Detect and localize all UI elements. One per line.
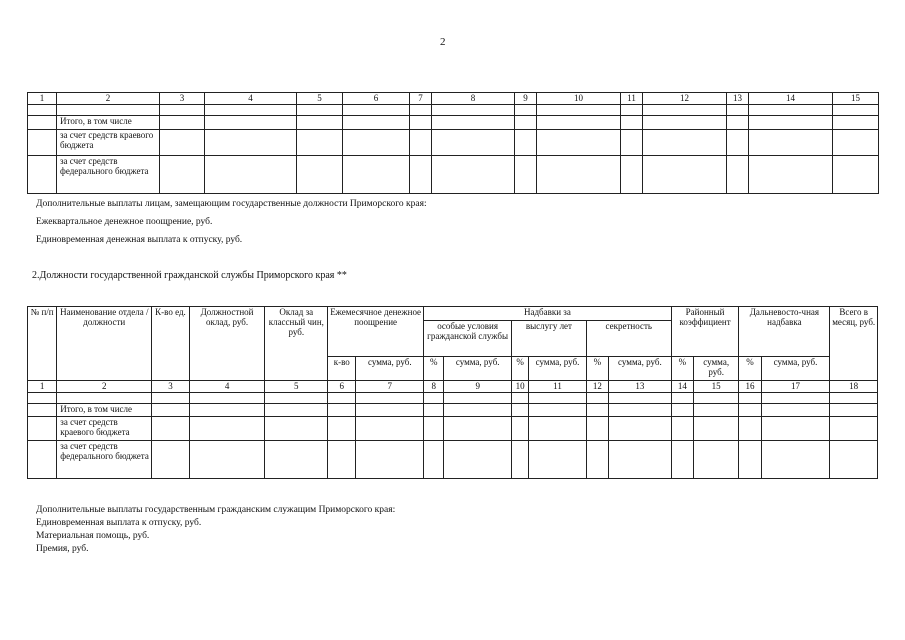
header-fareast-bonus: Дальневосто-чная надбавка xyxy=(739,307,830,357)
col-number: 14 xyxy=(749,93,833,105)
col-number: 4 xyxy=(189,381,265,393)
table-row xyxy=(28,404,878,417)
col-number: 2 xyxy=(57,381,152,393)
table-row xyxy=(28,105,879,116)
col-number: 10 xyxy=(537,93,621,105)
col-number: 6 xyxy=(343,93,410,105)
col-number: 16 xyxy=(739,381,761,393)
header-special-conditions: особые условия гражданской службы xyxy=(424,321,512,357)
col-number: 3 xyxy=(152,381,189,393)
header-regional-coef: Районный коэффициент xyxy=(671,307,739,357)
col-number: 12 xyxy=(643,93,727,105)
col-number: 11 xyxy=(621,93,643,105)
col-number: 13 xyxy=(727,93,749,105)
col-number: 1 xyxy=(28,381,57,393)
table-row xyxy=(28,116,879,130)
table-row xyxy=(28,417,878,441)
col-number: 8 xyxy=(424,381,444,393)
header-secrecy: секретность xyxy=(586,321,671,357)
header-sub-sum: сумма, руб. xyxy=(761,357,830,381)
header-sub-sum: сумма, руб. xyxy=(609,357,672,381)
col-number: 18 xyxy=(830,381,878,393)
table-state-positions xyxy=(27,92,879,194)
header-sub-pct: % xyxy=(739,357,761,381)
header-sub-sum: сумма, руб. xyxy=(693,357,738,381)
table-numbers-row xyxy=(28,381,878,393)
col-number: 14 xyxy=(671,381,693,393)
header-sub-sum: сумма, руб. xyxy=(356,357,424,381)
header-seniority: выслугу лет xyxy=(512,321,587,357)
col-number: 7 xyxy=(356,381,424,393)
header-sub-pct: % xyxy=(586,357,608,381)
header-salary: Должностной оклад, руб. xyxy=(189,307,265,381)
notes1-line: Единовременная денежная выплата к отпуску, руб. xyxy=(36,235,243,245)
header-name: Наименование отдела / должности xyxy=(57,307,152,381)
table-row xyxy=(28,441,878,479)
notes1-title: Дополнительные выплаты лицам, замещающим государственные должности Приморского края: xyxy=(36,199,427,209)
col-number: 15 xyxy=(833,93,879,105)
col-number: 2 xyxy=(57,93,160,105)
row-label: за счет средств краевого бюджета xyxy=(57,130,160,156)
page-number: 2 xyxy=(440,36,446,48)
header-sub-sum: сумма, руб. xyxy=(444,357,512,381)
header-allowances: Надбавки за xyxy=(424,307,672,321)
col-number: 8 xyxy=(432,93,515,105)
row-label: за счет средств краевого бюджета xyxy=(57,417,152,441)
col-number: 5 xyxy=(265,381,328,393)
col-number: 13 xyxy=(609,381,672,393)
table-header-row xyxy=(28,93,879,105)
row-label: Итого, в том числе xyxy=(57,116,160,130)
col-number: 6 xyxy=(328,381,356,393)
col-number: 15 xyxy=(693,381,738,393)
col-number: 10 xyxy=(512,381,529,393)
row-label: за счет средств федерального бюджета xyxy=(57,156,160,194)
row-label: за счет средств федерального бюджета xyxy=(57,441,152,479)
header-count: К-во ед. xyxy=(152,307,189,381)
col-number: 9 xyxy=(515,93,537,105)
col-number: 3 xyxy=(160,93,205,105)
col-number: 17 xyxy=(761,381,830,393)
notes2-line: Материальная помощь, руб. xyxy=(36,531,150,541)
notes2-line: Премия, руб. xyxy=(36,544,89,554)
table-row xyxy=(28,156,879,194)
notes2-title: Дополнительные выплаты государственным гражданским служащим Приморского края: xyxy=(36,505,396,515)
header-monthly-bonus: Ежемесячное денежное поощрение xyxy=(328,307,424,357)
col-number: 5 xyxy=(297,93,343,105)
header-number: № п/п xyxy=(28,307,57,381)
header-sub-count: к-во xyxy=(328,357,356,381)
table-civil-service xyxy=(27,306,878,479)
header-sub-pct: % xyxy=(512,357,529,381)
col-number: 11 xyxy=(529,381,587,393)
notes1-line: Ежеквартальное денежное поощрение, руб. xyxy=(36,217,213,227)
header-total: Всего в месяц, руб. xyxy=(830,307,878,381)
header-sub-pct: % xyxy=(424,357,444,381)
col-number: 1 xyxy=(28,93,57,105)
header-sub-sum: сумма, руб. xyxy=(529,357,587,381)
col-number: 7 xyxy=(410,93,432,105)
section2-title: 2.Должности государственной гражданской службы Приморского края ** xyxy=(32,270,347,281)
col-number: 12 xyxy=(586,381,608,393)
row-label: Итого, в том числе xyxy=(57,404,152,417)
header-sub-pct: % xyxy=(671,357,693,381)
col-number: 4 xyxy=(205,93,297,105)
col-number: 9 xyxy=(444,381,512,393)
table-row xyxy=(28,393,878,404)
table-row xyxy=(28,130,879,156)
notes2-line: Единовременная выплата к отпуску, руб. xyxy=(36,518,202,528)
header-class-rank: Оклад за классный чин, руб. xyxy=(265,307,328,381)
